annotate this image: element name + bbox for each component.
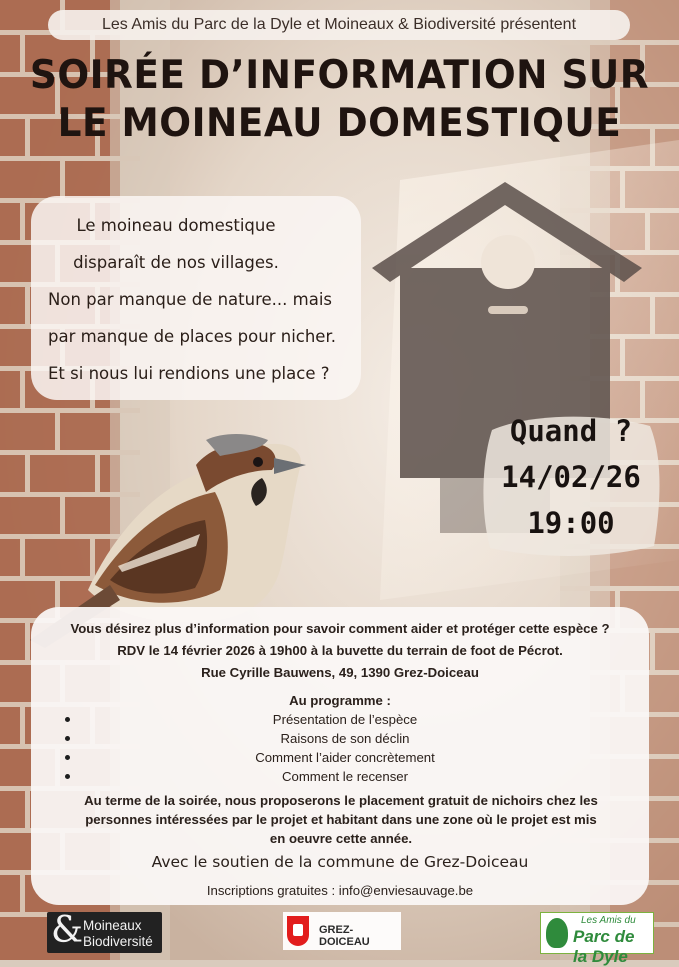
- heron-icon: [546, 918, 568, 948]
- details-question: Vous désirez plus d’information pour savoir comment aider et protéger cette espèce ?: [70, 621, 610, 636]
- logo-parc-line1: Les Amis du: [581, 915, 636, 926]
- intro-line-2: disparaît de nos villages.: [73, 253, 279, 272]
- bullet-icon: [65, 717, 70, 722]
- amis-parc-dyle-logo: [540, 912, 654, 966]
- logo-moineaux-line2: Biodiversité: [83, 934, 153, 949]
- program-list: [65, 710, 625, 786]
- grez-doiceau-logo: [283, 912, 401, 950]
- outro-line-1: Au terme de la soirée, nous proposerons le placement gratuit de nichoirs chez les: [84, 793, 598, 808]
- presenters-banner: [48, 10, 630, 40]
- details-panel: [31, 607, 649, 905]
- when-time: 19:00: [527, 506, 615, 540]
- logo-parc-line2: Parc de la Dyle: [573, 927, 635, 966]
- when-label: Quand ?: [509, 414, 633, 448]
- details-address: Rue Cyrille Bauwens, 49, 1390 Grez-Doiceau: [201, 665, 479, 680]
- title-line-1: SOIRÉE D’INFORMATION SUR: [29, 53, 650, 98]
- logo-commune-name: GREZ-DOICEAU: [319, 924, 370, 948]
- list-item: Comment l’aider concrètement: [65, 748, 625, 767]
- outro-line-2: personnes intéressées par le projet et habitant dans une zone où le projet est mis: [85, 812, 597, 827]
- when-box: [478, 410, 664, 558]
- bullet-icon: [65, 755, 70, 760]
- ampersand-icon: &: [51, 910, 84, 951]
- coat-of-arms-icon: [287, 916, 309, 946]
- intro-line-1: Le moineau domestique: [76, 216, 276, 235]
- list-item: Raisons de son déclin: [65, 729, 625, 748]
- intro-line-4: par manque de places pour nicher.: [48, 327, 336, 346]
- birdhouse-hole: [481, 235, 535, 289]
- details-rdv: RDV le 14 février 2026 à 19h00 à la buvette du terrain de foot de Pécrot.: [117, 643, 563, 658]
- bullet-icon: [65, 774, 70, 779]
- intro-line-3: Non par manque de nature... mais: [48, 290, 333, 309]
- logo-moineaux-line1: Moineaux: [83, 918, 142, 933]
- list-item: Présentation de l’espèce: [65, 710, 625, 729]
- list-item: Comment le recenser: [65, 767, 625, 786]
- intro-line-5: Et si nous lui rendions une place ?: [48, 364, 330, 383]
- program-title: Au programme :: [289, 693, 391, 708]
- when-date: 14/02/26: [501, 460, 641, 494]
- birdhouse-perch: [488, 306, 528, 314]
- inscriptions-text: Inscriptions gratuites : info@enviesauvage.be: [206, 883, 474, 898]
- bullet-icon: [65, 736, 70, 741]
- title-line-2: LE MOINEAU DOMESTIQUE: [57, 101, 622, 146]
- outro-line-3: en oeuvre cette année.: [269, 831, 413, 846]
- page-title: [14, 52, 666, 148]
- moineaux-biodiversite-logo: [47, 912, 162, 953]
- presenters-text: Les Amis du Parc de la Dyle et Moineaux & Biodiversité présentent: [101, 16, 577, 33]
- support-text: Avec le soutien de la commune de Grez-Doiceau: [151, 853, 529, 871]
- intro-box: [31, 196, 361, 400]
